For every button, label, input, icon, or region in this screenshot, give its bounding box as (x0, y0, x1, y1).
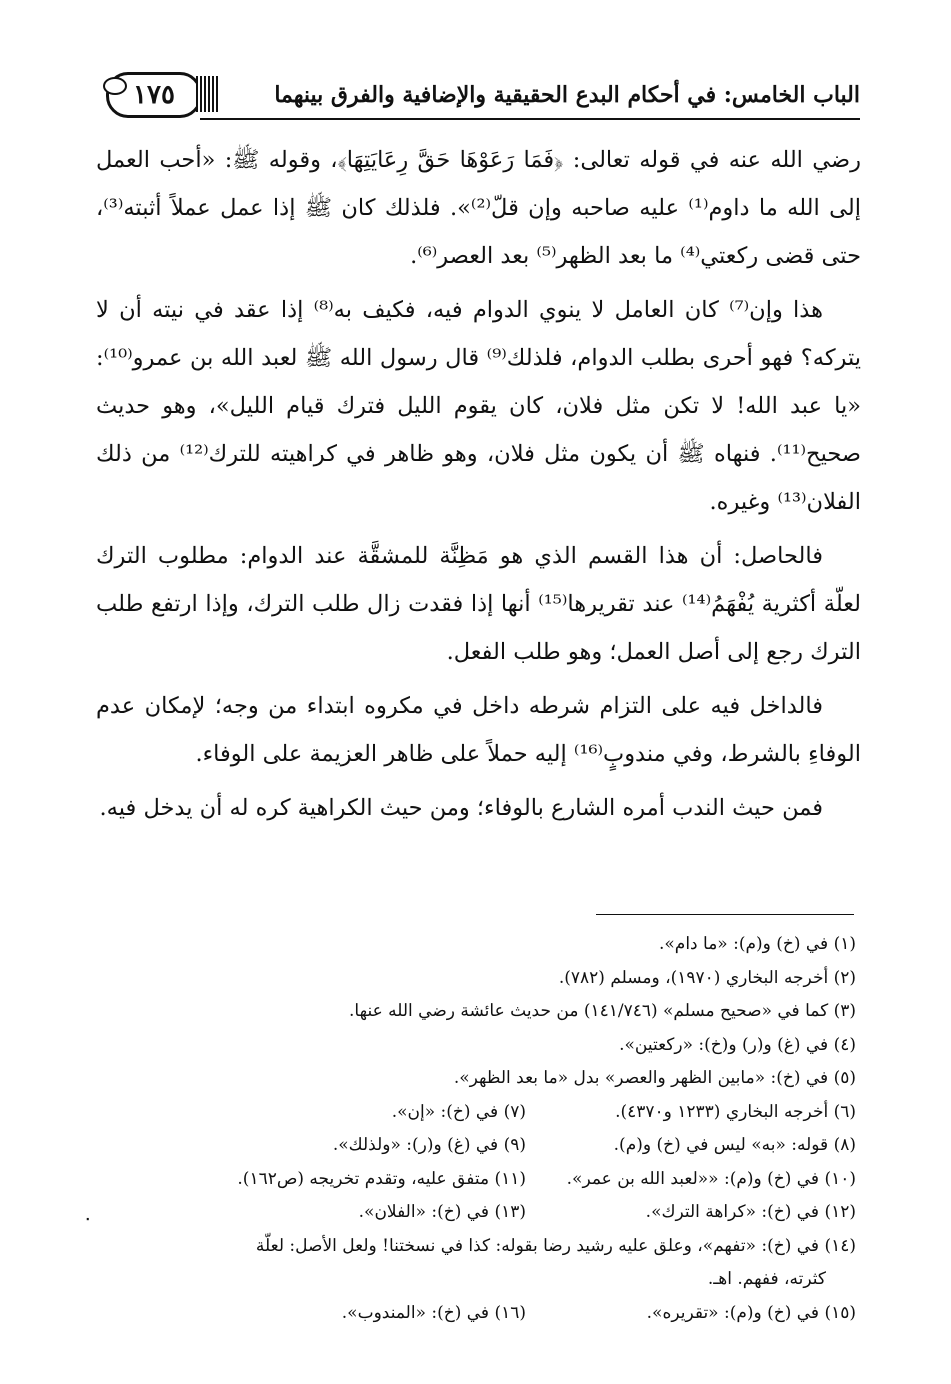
header-rule (200, 118, 860, 120)
footnote: (٧) في (خ): «إن». (391, 1101, 526, 1122)
footnote: (٤) في (غ) و(ر) و(خ): «ركعتين». (619, 1034, 856, 1055)
footnote-separator (596, 914, 854, 915)
footnote: (٨) قوله: «به» ليس في (خ) و(م). (613, 1135, 856, 1155)
paragraph: رضي الله عنه في قوله تعالى: ﴿فَمَا رَعَوْهَا حَقَّ رِعَايَتِهَا﴾، وقوله ﷺ: «أحب العمل إلى الله ما داوم⁽¹⁾ عليه صاحبه وإن قلّ⁽²⁾». فلذلك كان ﷺ إذا عمل عملاً أثبته⁽³⁾، حتى قضى ركعتي⁽⁴⁾ ما بعد الظهر⁽⁵⁾ بعد العصر⁽⁶⁾. (96, 147, 862, 269)
footnote: (١٠) في (خ) و(م): ««لعبد الله بن عمر». (566, 1168, 856, 1189)
footnote: (٢) أخرجه البخاري (١٩٧٠)، ومسلم (٧٨٢). (558, 967, 856, 988)
main-text (96, 136, 861, 838)
page-number: ١٧٥ (133, 80, 175, 110)
footnote: (٩) في (غ) و(ر): «ولذلك». (332, 1135, 526, 1155)
footnote: (٣) كما في «صحيح مسلم» (١٤١/٧٤٦) من حديث عائشة رضي الله عنها. (349, 1001, 856, 1021)
footnote: (٦) أخرجه البخاري (١٢٣٣ و٤٣٧٠). (615, 1101, 856, 1122)
paragraph: فمن حيث الندب أمره الشارع بالوفاء؛ ومن حيث الكراهية كره له أن يدخل فيه. (99, 795, 823, 821)
paragraph: فالداخل فيه على التزام شرطه داخل في مكروه ابتداء من وجه؛ لإمكان عدم الوفاءِ بالشرط، وفي مندوبٍ⁽¹⁶⁾ إليه حملاً على ظاهر العزيمة على الوفاء. (96, 693, 861, 767)
page-header (100, 62, 860, 122)
footnote: (١٤) في (خ): «تفهم»، وعلق عليه رشيد رضا بقوله: كذا في نسختنا! ولعل الأصل: لعلّة (255, 1235, 856, 1256)
paragraph: فالحاصل: أن هذا القسم الذي هو مَظِنَّة للمشقَّة عند الدوام: مطلوب الترك لعلّة أكثرية يُفْهَمُ⁽¹⁴⁾ عند تقريرها⁽¹⁵⁾ أنها إذا فقدت زال طلب الترك، وإذا ارتفع طلب الترك رجع إلى أصل العمل؛ وهو طلب الفعل. (96, 543, 861, 665)
footnote: (١) في (خ) و(م): «ما دام». (658, 934, 856, 954)
footnote: (١٥) في (خ) و(م): «تقريره». (646, 1302, 856, 1323)
footnote: (١٣) في (خ): «الفلان». (358, 1202, 526, 1222)
running-title: الباب الخامس: في أحكام البدع الحقيقية والإضافية والفرق بينهما (274, 82, 860, 108)
footnote: (١٦) في (خ): «المندوب». (341, 1302, 526, 1323)
paragraph: هذا وإن⁽⁷⁾ كان العامل لا ينوي الدوام فيه، فكيف به⁽⁸⁾ إذا عقد في نيته أن لا يتركه؟ فهو أحرى بطلب الدوام، فلذلك⁽⁹⁾ قال رسول الله ﷺ لعبد الله بن عمرو⁽¹⁰⁾: «يا عبد الله! لا تكن مثل فلان، كان يقوم الليل فترك قيام الليل»، وهو حديث صحيح⁽¹¹⁾. فنهاه ﷺ أن يكون مثل فلان، وهو ظاهر في كراهيته للترك⁽¹²⁾ من ذلك الفلان⁽¹³⁾ وغيره. (96, 297, 861, 515)
footnote: (٥) في (خ): «مابين الظهر والعصر» بدل «ما بعد الظهر». (453, 1068, 856, 1088)
ornament-bars-icon (196, 76, 218, 112)
footnotes (96, 928, 856, 1330)
margin-mark-icon: ٠ (84, 1211, 92, 1227)
footnote: (١١) متفق عليه، وتقدم تخريجه (ص١٦٢). (237, 1168, 526, 1189)
ornament-ring-icon (103, 77, 127, 95)
footnote-continuation: كثرته، ففهم. اهـ. (707, 1269, 826, 1289)
page-number-badge (106, 72, 202, 118)
footnote: (١٢) في (خ): «كراهة الترك». (645, 1202, 856, 1222)
